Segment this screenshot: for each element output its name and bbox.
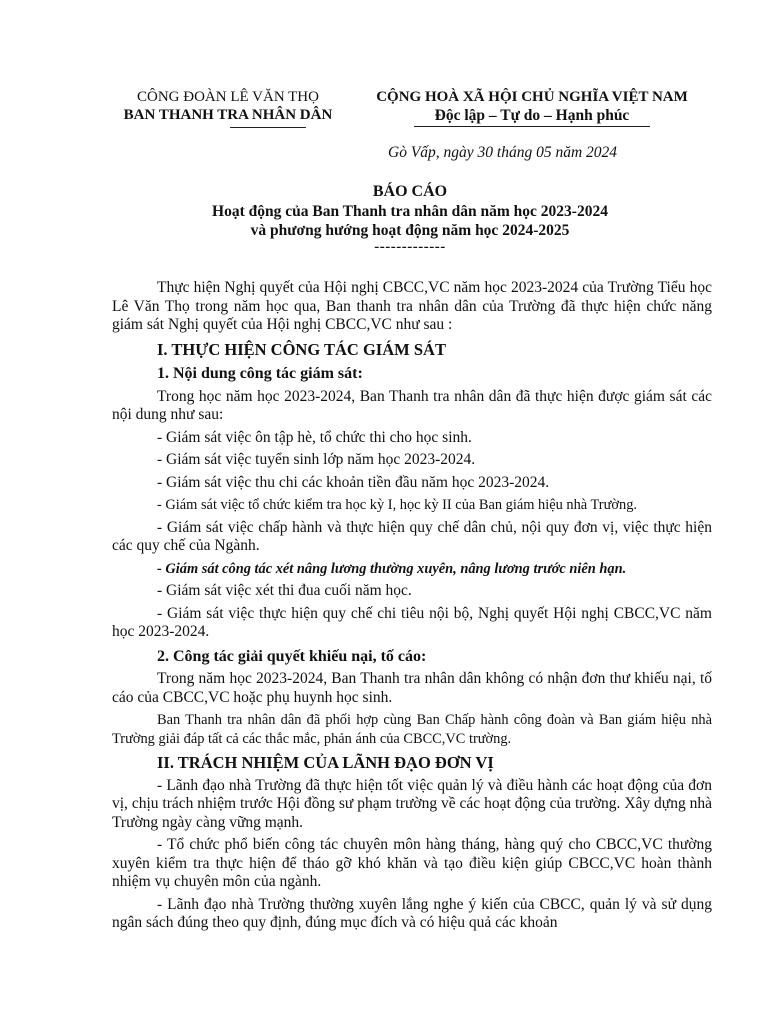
list-item: - Giám sát việc xét thi đua cuối năm học. [157,582,412,599]
section-2-paragraph-1: - Lãnh đạo nhà Trường đã thực hiện tốt việc quản lý và điều hành các hoạt động của đơn vị, chịu trách nhiệm trước Hội đồng sư phạm trường về các hoạt động của trường. Xây dựng nhà Trường ngày càng vững mạnh. [112,776,712,831]
section-1-1-heading: 1. Nội dung công tác giám sát: [157,365,363,382]
section-1-1-intro: Trong học năm học 2023-2024, Ban Thanh tra nhân dân đã thực hiện được giám sát các nội dung như sau: [112,387,712,423]
list-item: - Giám sát việc thu chi các khoản tiền đầu năm học 2023-2024. [157,473,550,491]
header-left-underline [230,127,306,128]
document-subtitle-1: Hoạt động của Ban Thanh tra nhân dân năm học 2023-2024 [212,203,608,220]
list-item: - Giám sát việc chấp hành và thực hiện quy chế dân chủ, nội quy đơn vị, việc thực hiện các quy chế của Ngành. [112,518,712,554]
list-item: - Giám sát việc tổ chức kiểm tra học kỳ I, học kỳ II của Ban giám hiệu nhà Trường. [157,497,637,513]
national-motto: Độc lập – Tự do – Hạnh phúc [434,107,630,124]
document-date: Gò Vấp, ngày 30 tháng 05 năm 2024 [388,144,618,161]
intro-paragraph: Thực hiện Nghị quyết của Hội nghị CBCC,VC năm học 2023-2024 của Trường Tiểu học Lê Văn Thọ trong năm học qua, Ban thanh tra nhân dân của Trường đã thực hiện chức năng giám sát Nghị quyết của Hội nghị CBCC,VC như sau : [112,279,712,333]
header-left [108,88,348,124]
list-item: - Giám sát việc tuyển sinh lớp năm học 2023-2024. [157,451,476,468]
title-separator: ------------- [374,239,446,255]
section-1-2-heading: 2. Công tác giải quyết khiếu nại, tố cáo: [157,647,427,665]
document-title: BÁO CÁO [372,183,448,200]
header-right-underline [414,126,650,127]
header-right [352,88,712,126]
section-2-heading: II. TRÁCH NHIỆM CỦA LÃNH ĐẠO ĐƠN VỊ [157,753,494,772]
committee-name: BAN THANH TRA NHÂN DÂN [123,107,333,123]
section-1-2-paragraph-1: Trong năm học 2023-2024, Ban Thanh tra nhân dân không có nhận đơn thư khiếu nại, tố cáo của CBCC,VC hoặc phụ huynh học sinh. [112,670,712,706]
section-1-heading: I. THỰC HIỆN CÔNG TÁC GIÁM SÁT [157,339,446,359]
section-2-paragraph-2: - Tổ chức phổ biến công tác chuyên môn hàng tháng, hàng quý cho CBCC,VC thường xuyên kiểm tra thực hiện để tháo gỡ khó khăn và tạo điều kiện giúp CBCC,VC hoàn thành nhiệm vụ chuyên môn của ngành. [112,836,712,890]
list-item: - Giám sát việc ôn tập hè, tổ chức thi cho học sinh. [157,428,472,446]
document-body [112,279,712,933]
list-item: - Giám sát việc thực hiện quy chế chi tiêu nội bộ, Nghị quyết Hội nghị CBCC,VC năm học 2023-2024. [112,604,712,640]
national-title: CỘNG HOÀ XÃ HỘI CHỦ NGHĨA VIỆT NAM [376,89,688,105]
document-subtitle-2: và phương hướng hoạt động năm học 2024-2025 [250,222,570,239]
section-2-paragraph-3: - Lãnh đạo nhà Trường thường xuyên lắng nghe ý kiến của CBCC, quản lý và sử dụng ngân sách đúng theo quy định, đúng mục đích và có hiệu quả các khoản [112,895,712,931]
union-name: CÔNG ĐOÀN LÊ VĂN THỌ [137,89,319,105]
title-block [110,182,710,254]
section-1-2-paragraph-2: Ban Thanh tra nhân dân đã phối hợp cùng Ban Chấp hành công đoàn và Ban giám hiệu nhà Trường giải đáp tất cả các thắc mắc, phản ánh của CBCC,VC trường. [112,712,712,747]
list-item: - Giám sát công tác xét nâng lương thường xuyên, nâng lương trước niên hạn. [157,560,627,577]
